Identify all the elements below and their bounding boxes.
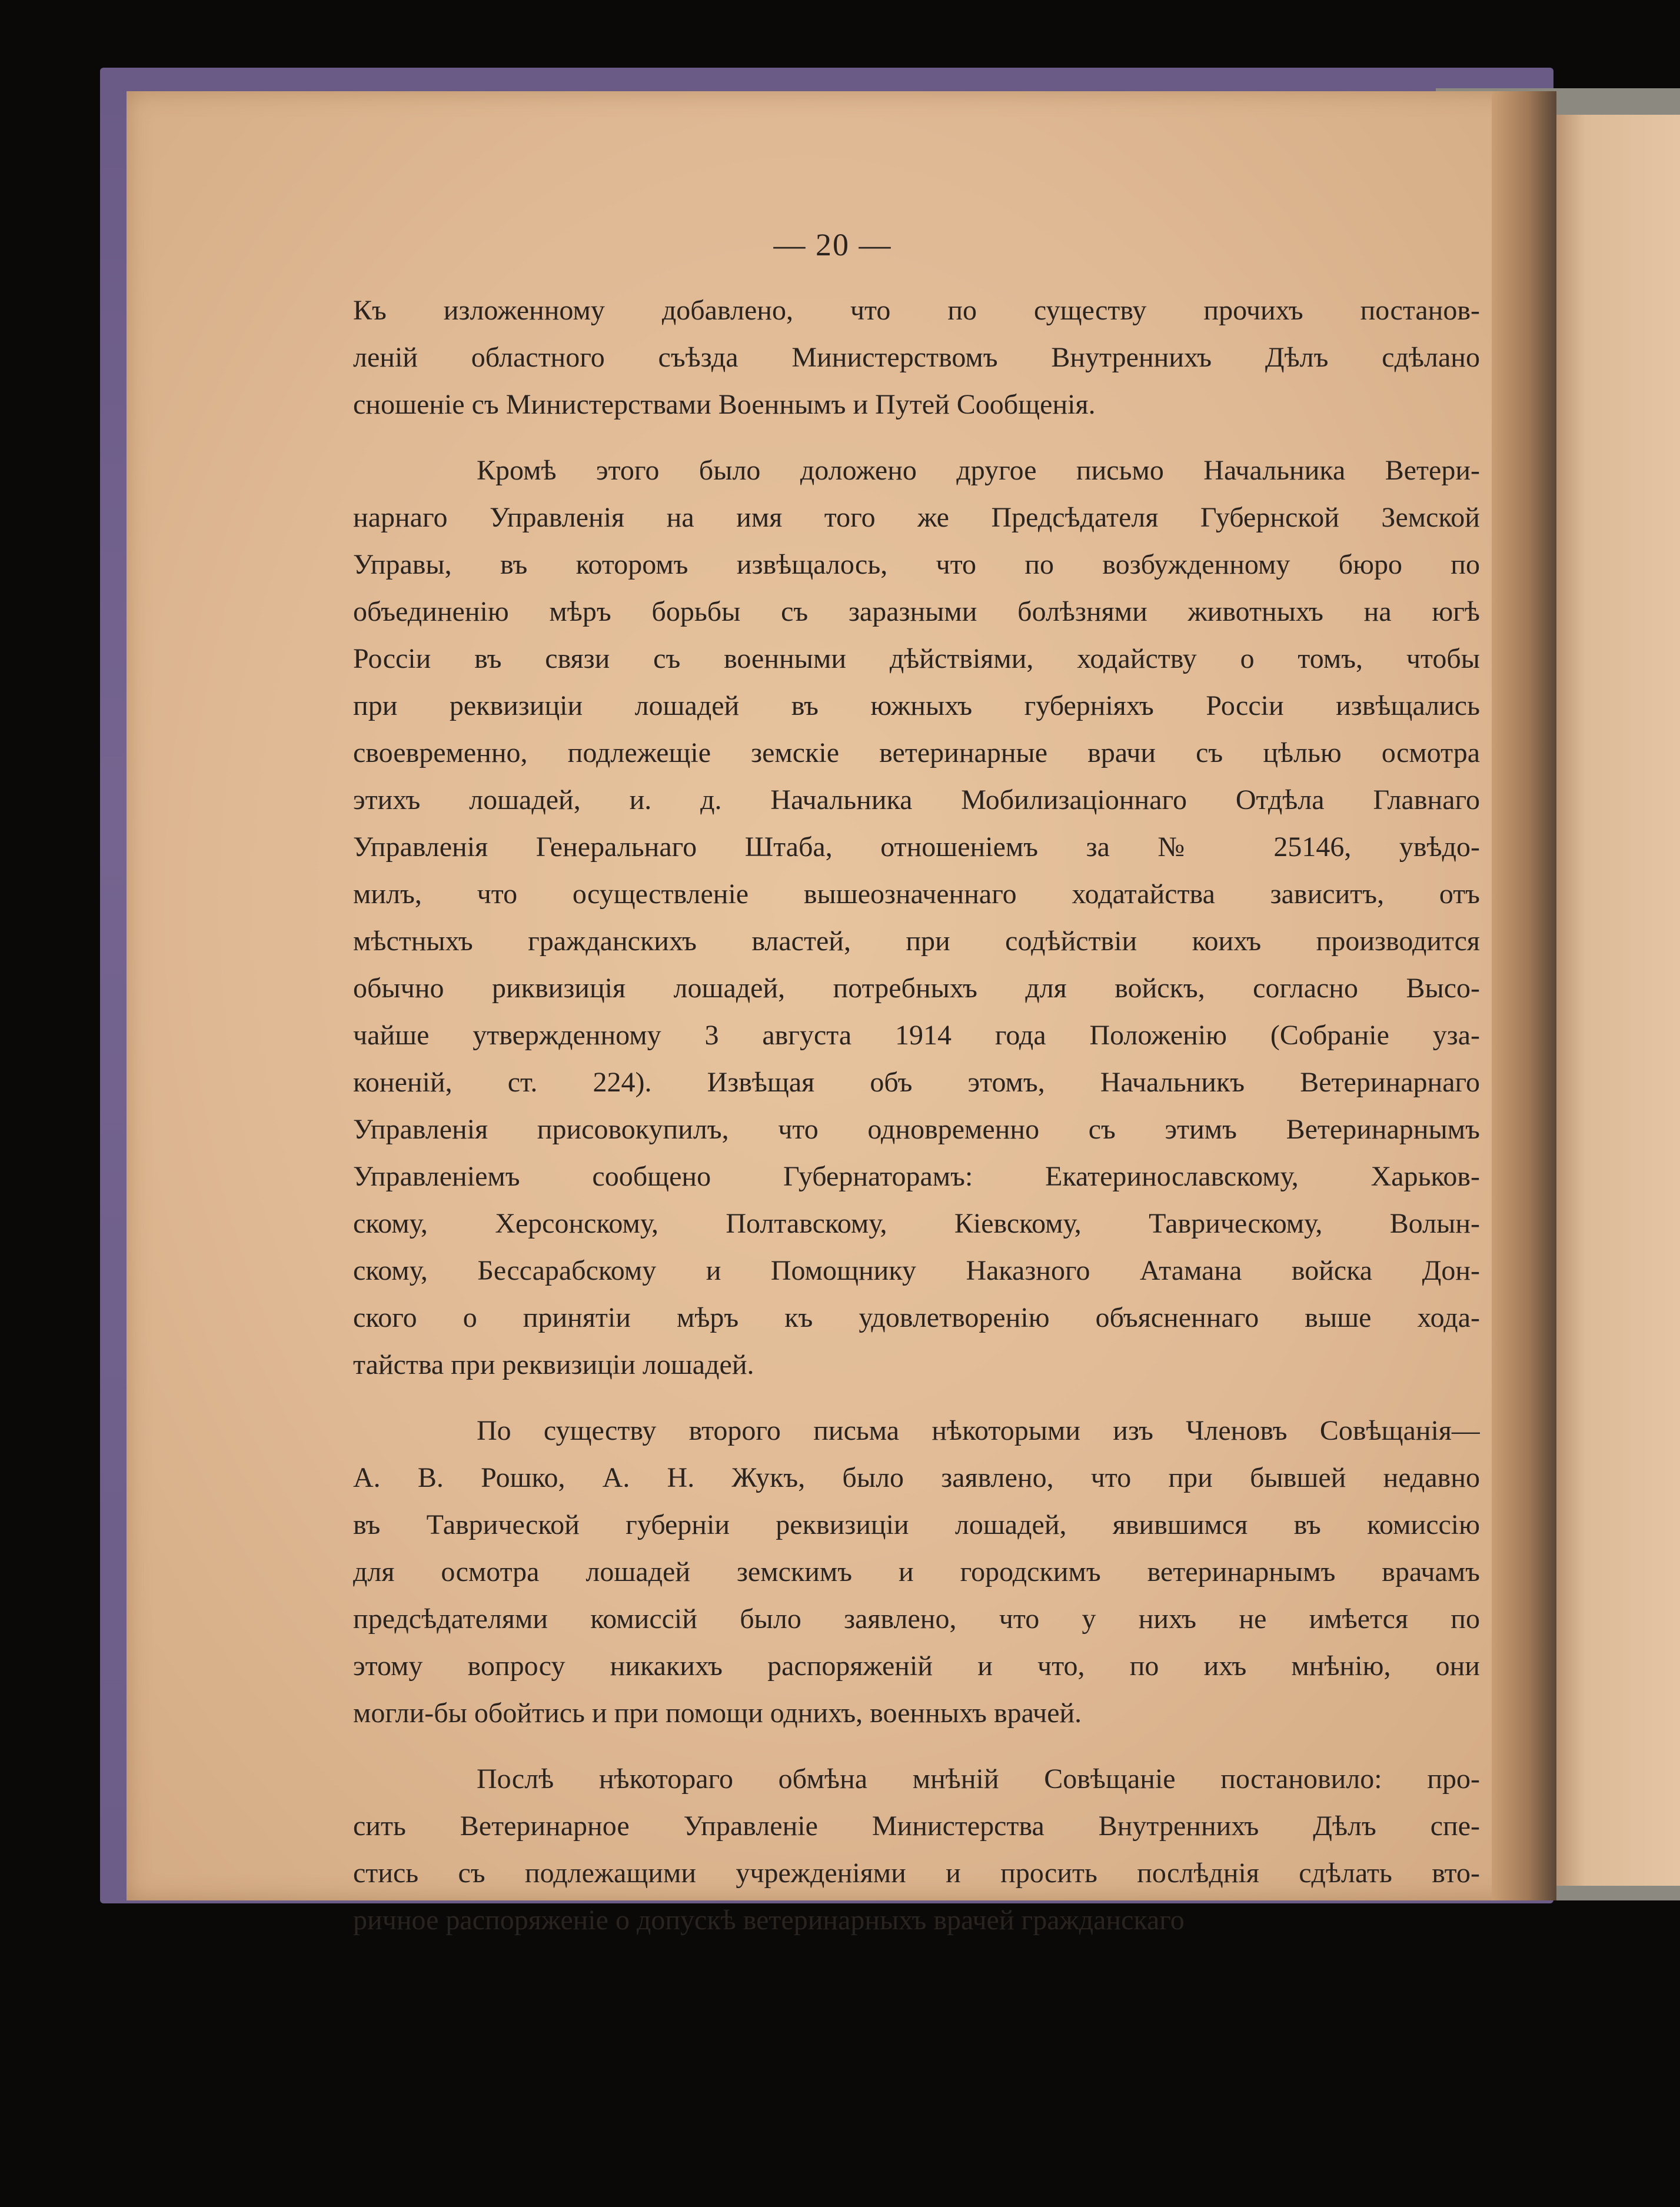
text-line: Кромѣ этого было доложено другое письмо Начальника Ветери- bbox=[477, 455, 1480, 486]
text-line: Управленія Генеральнаго Штаба, отношеніемъ за № 25146, увѣдо- bbox=[353, 831, 1480, 863]
text-line: могли-бы обойтись и при помощи однихъ, военныхъ врачей. bbox=[353, 1697, 1082, 1729]
text-line: скому, Бессарабскому и Помощнику Наказного Атамана войска Дон- bbox=[353, 1255, 1480, 1286]
text-line: мѣстныхъ гражданскихъ властей, при содѣйствіи коихъ производится bbox=[353, 926, 1480, 957]
text-line: По существу второго письма нѣкоторыми изъ Членовъ Совѣщанія— bbox=[477, 1415, 1480, 1446]
text-line: тайства при реквизиціи лошадей. bbox=[353, 1349, 754, 1380]
text-line: Управленія присовокупилъ, что одновременно съ этимъ Ветеринарнымъ bbox=[353, 1114, 1480, 1145]
text-line: своевременно, подлежещіе земскіе ветеринарные врачи съ цѣлью осмотра bbox=[353, 737, 1480, 768]
text-line: ричное распоряженіе о допускѣ ветеринарныхъ врачей гражданскаго bbox=[353, 1905, 1185, 1936]
text-line: Послѣ нѣкотораго обмѣна мнѣній Совѣщаніе постановило: про- bbox=[477, 1763, 1480, 1795]
text-line: леній областного съѣзда Министерствомъ Внутреннихъ Дѣлъ сдѣлано bbox=[353, 342, 1480, 373]
text-line: Россіи въ связи съ военными дѣйствіями, ходайству о томъ, чтобы bbox=[353, 643, 1480, 674]
paragraph bbox=[353, 447, 1480, 1389]
text-line: предсѣдателями комиссій было заявлено, что у нихъ не имѣется по bbox=[353, 1603, 1480, 1635]
text-line: коненій, ст. 224). Извѣщая объ этомъ, Начальникъ Ветеринарнаго bbox=[353, 1067, 1480, 1098]
paragraph bbox=[353, 1756, 1480, 1944]
text-line: А. В. Рошко, А. Н. Жукъ, было заявлено, что при бывшей недавно bbox=[353, 1462, 1480, 1493]
text-line: ского о принятіи мѣръ къ удовлетворенію объясненнаго выше хода- bbox=[353, 1302, 1480, 1333]
paragraph-gap bbox=[353, 1389, 1480, 1407]
text-line: стись съ подлежащими учрежденіями и просить послѣднія сдѣлать вто- bbox=[353, 1858, 1480, 1889]
paragraph bbox=[353, 1407, 1480, 1737]
text-line: при реквизиціи лошадей въ южныхъ губерніяхъ Россіи извѣщались bbox=[353, 690, 1480, 721]
paragraph-gap bbox=[353, 428, 1480, 447]
page-number: — 20 — bbox=[773, 227, 892, 262]
text-line: скому, Херсонскому, Полтавскому, Кіевскому, Таврическому, Волын- bbox=[353, 1208, 1480, 1239]
text-line: милъ, что осуществленіе вышеозначеннаго ходатайства зависитъ, отъ bbox=[353, 878, 1480, 910]
text-line: Къ изложенному добавлено, что по существу прочихъ постанов- bbox=[353, 295, 1480, 326]
text-line: этому вопросу никакихъ распоряженій и что, по ихъ мнѣнію, они bbox=[353, 1650, 1480, 1682]
text-line: Управы, въ которомъ извѣщалось, что по возбужденному бюро по bbox=[353, 549, 1480, 580]
text-line: сить Ветеринарное Управленіе Министерства Внутреннихъ Дѣлъ спе- bbox=[353, 1810, 1480, 1842]
text-line: для осмотра лошадей земскимъ и городскимъ ветеринарнымъ врачамъ bbox=[353, 1556, 1480, 1587]
text-line: объединенію мѣръ борьбы съ заразными болѣзнями животныхъ на югѣ bbox=[353, 596, 1480, 627]
text-line: сношеніе съ Министерствами Военнымъ и Путей Сообщенія. bbox=[353, 389, 1096, 420]
text-line: обычно риквизиція лошадей, потребныхъ для войскъ, согласно Высо- bbox=[353, 973, 1480, 1004]
text-line: въ Таврической губерніи реквизиціи лошадей, явившимся въ комиссію bbox=[353, 1509, 1480, 1540]
page-gutter bbox=[1492, 91, 1556, 1900]
paragraph bbox=[353, 287, 1480, 428]
text-line: Управленіемъ сообщено Губернаторамъ: Екатеринославскому, Харьков- bbox=[353, 1161, 1480, 1192]
text-line: нарнаго Управленія на имя того же Предсѣдателя Губернской Земской bbox=[353, 502, 1480, 533]
text-line: этихъ лошадей, и. д. Начальника Мобилизаціоннаго Отдѣла Главнаго bbox=[353, 784, 1480, 815]
facing-page bbox=[1553, 115, 1680, 1886]
page-text bbox=[353, 287, 1480, 1944]
paragraph-gap bbox=[353, 1737, 1480, 1756]
text-line: чайше утвержденному 3 августа 1914 года Положенію (Собраніе уза- bbox=[353, 1020, 1480, 1051]
